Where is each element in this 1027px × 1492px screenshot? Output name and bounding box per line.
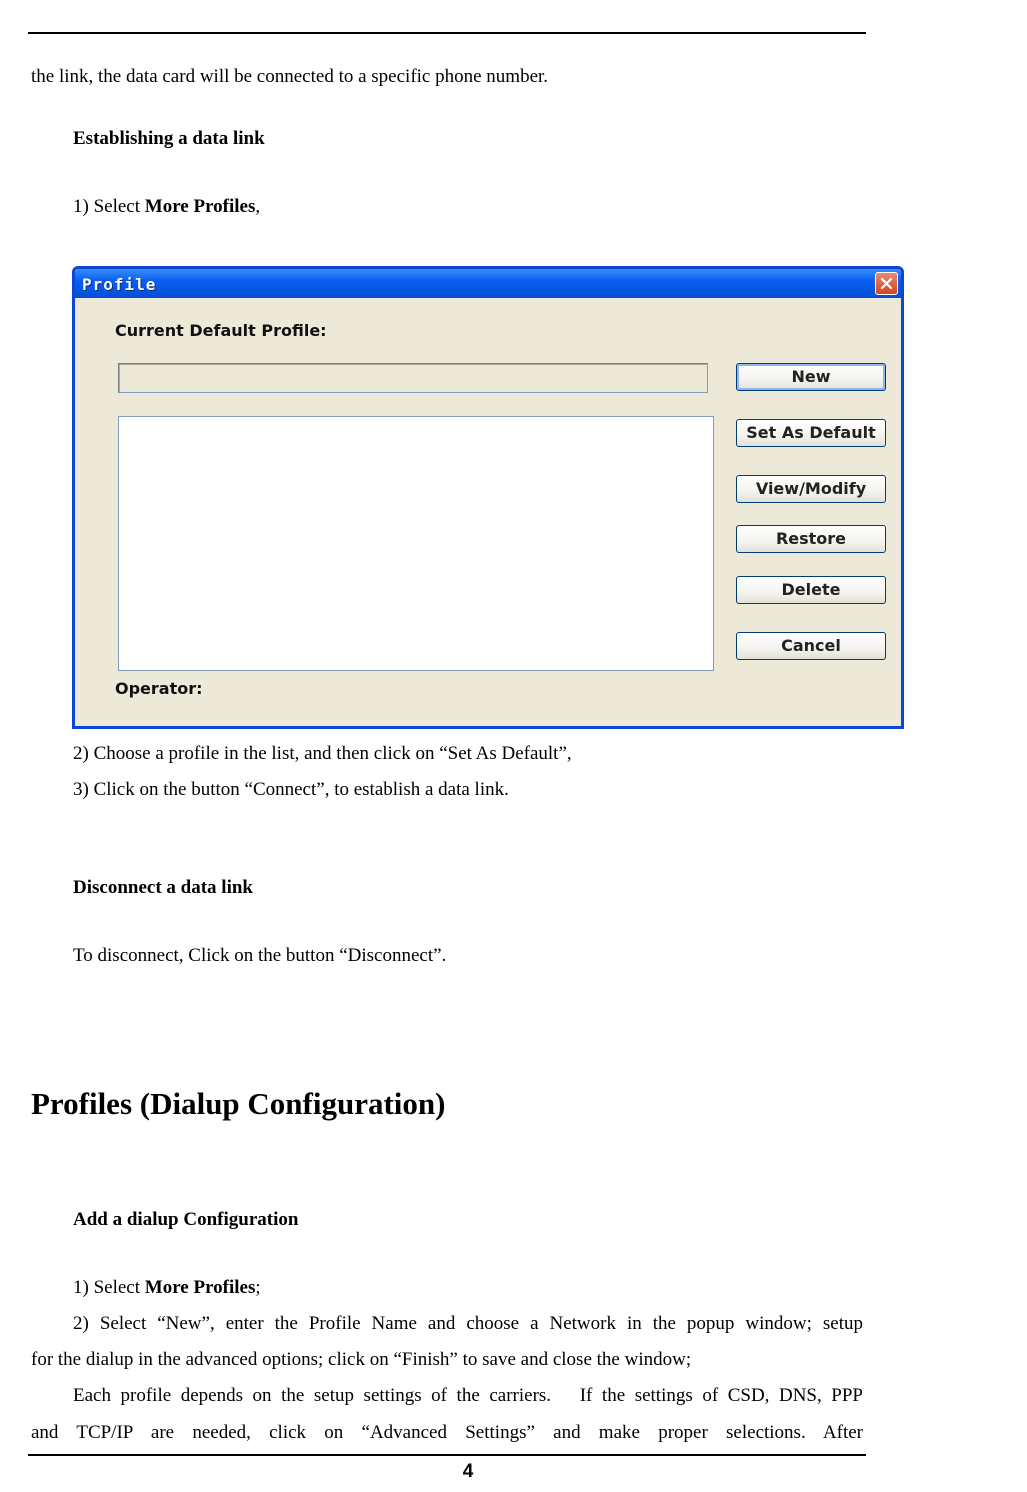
set-as-default-button[interactable]: Set As Default (736, 419, 886, 447)
profile-dialog (72, 266, 904, 729)
add-step-1-bold: More Profiles (144, 1277, 256, 1298)
add-note-line-1: Each profile depends on the setup settings of the carriers. If the settings of CSD, DNS, PPP (73, 1385, 863, 1406)
add-step-2-line-1: 2) Select “New”, enter the Profile Name and choose a Network in the popup window; setup (73, 1313, 863, 1334)
step-1-suffix: , (255, 196, 261, 217)
add-step-1-suffix: ; (255, 1277, 261, 1298)
step-3: 3) Click on the button “Connect”, to establish a data link. (73, 779, 509, 800)
step-1-bold: More Profiles (144, 196, 256, 217)
step-1 (73, 196, 260, 218)
dialog-title: Profile (82, 275, 157, 294)
close-icon (880, 277, 893, 290)
step-1-prefix: 1) Select (73, 196, 145, 217)
current-default-label: Current Default Profile: (115, 321, 327, 340)
top-rule (28, 32, 866, 34)
add-step-1-prefix: 1) Select (73, 1277, 145, 1298)
bottom-rule (28, 1454, 866, 1456)
heading-establish: Establishing a data link (73, 128, 265, 149)
heading-add-dialup: Add a dialup Configuration (73, 1209, 299, 1230)
cancel-button[interactable]: Cancel (736, 632, 886, 660)
profile-list[interactable] (118, 416, 714, 671)
add-step-1 (73, 1277, 261, 1299)
page-number: 4 (462, 1461, 474, 1482)
view-modify-button[interactable]: View/Modify (736, 475, 886, 503)
intro-line: the link, the data card will be connected to a specific phone number. (31, 66, 549, 87)
section-title: Profiles (Dialup Configuration) (31, 1086, 446, 1121)
restore-button[interactable]: Restore (736, 525, 886, 553)
new-button[interactable]: New (736, 363, 886, 391)
add-step-2-line-2: for the dialup in the advanced options; click on “Finish” to save and close the window; (31, 1349, 692, 1370)
add-note-line-2: and TCP/IP are needed, click on “Advanced Settings” and make proper selections. After (31, 1422, 863, 1443)
operator-label: Operator: (115, 679, 203, 698)
delete-button[interactable]: Delete (736, 576, 886, 604)
disconnect-text: To disconnect, Click on the button “Disconnect”. (73, 945, 447, 966)
close-button[interactable] (875, 272, 898, 295)
dialog-titlebar[interactable] (75, 269, 901, 298)
current-default-field (118, 363, 708, 393)
step-2: 2) Choose a profile in the list, and then click on “Set As Default”, (73, 743, 572, 764)
heading-disconnect: Disconnect a data link (73, 877, 253, 898)
